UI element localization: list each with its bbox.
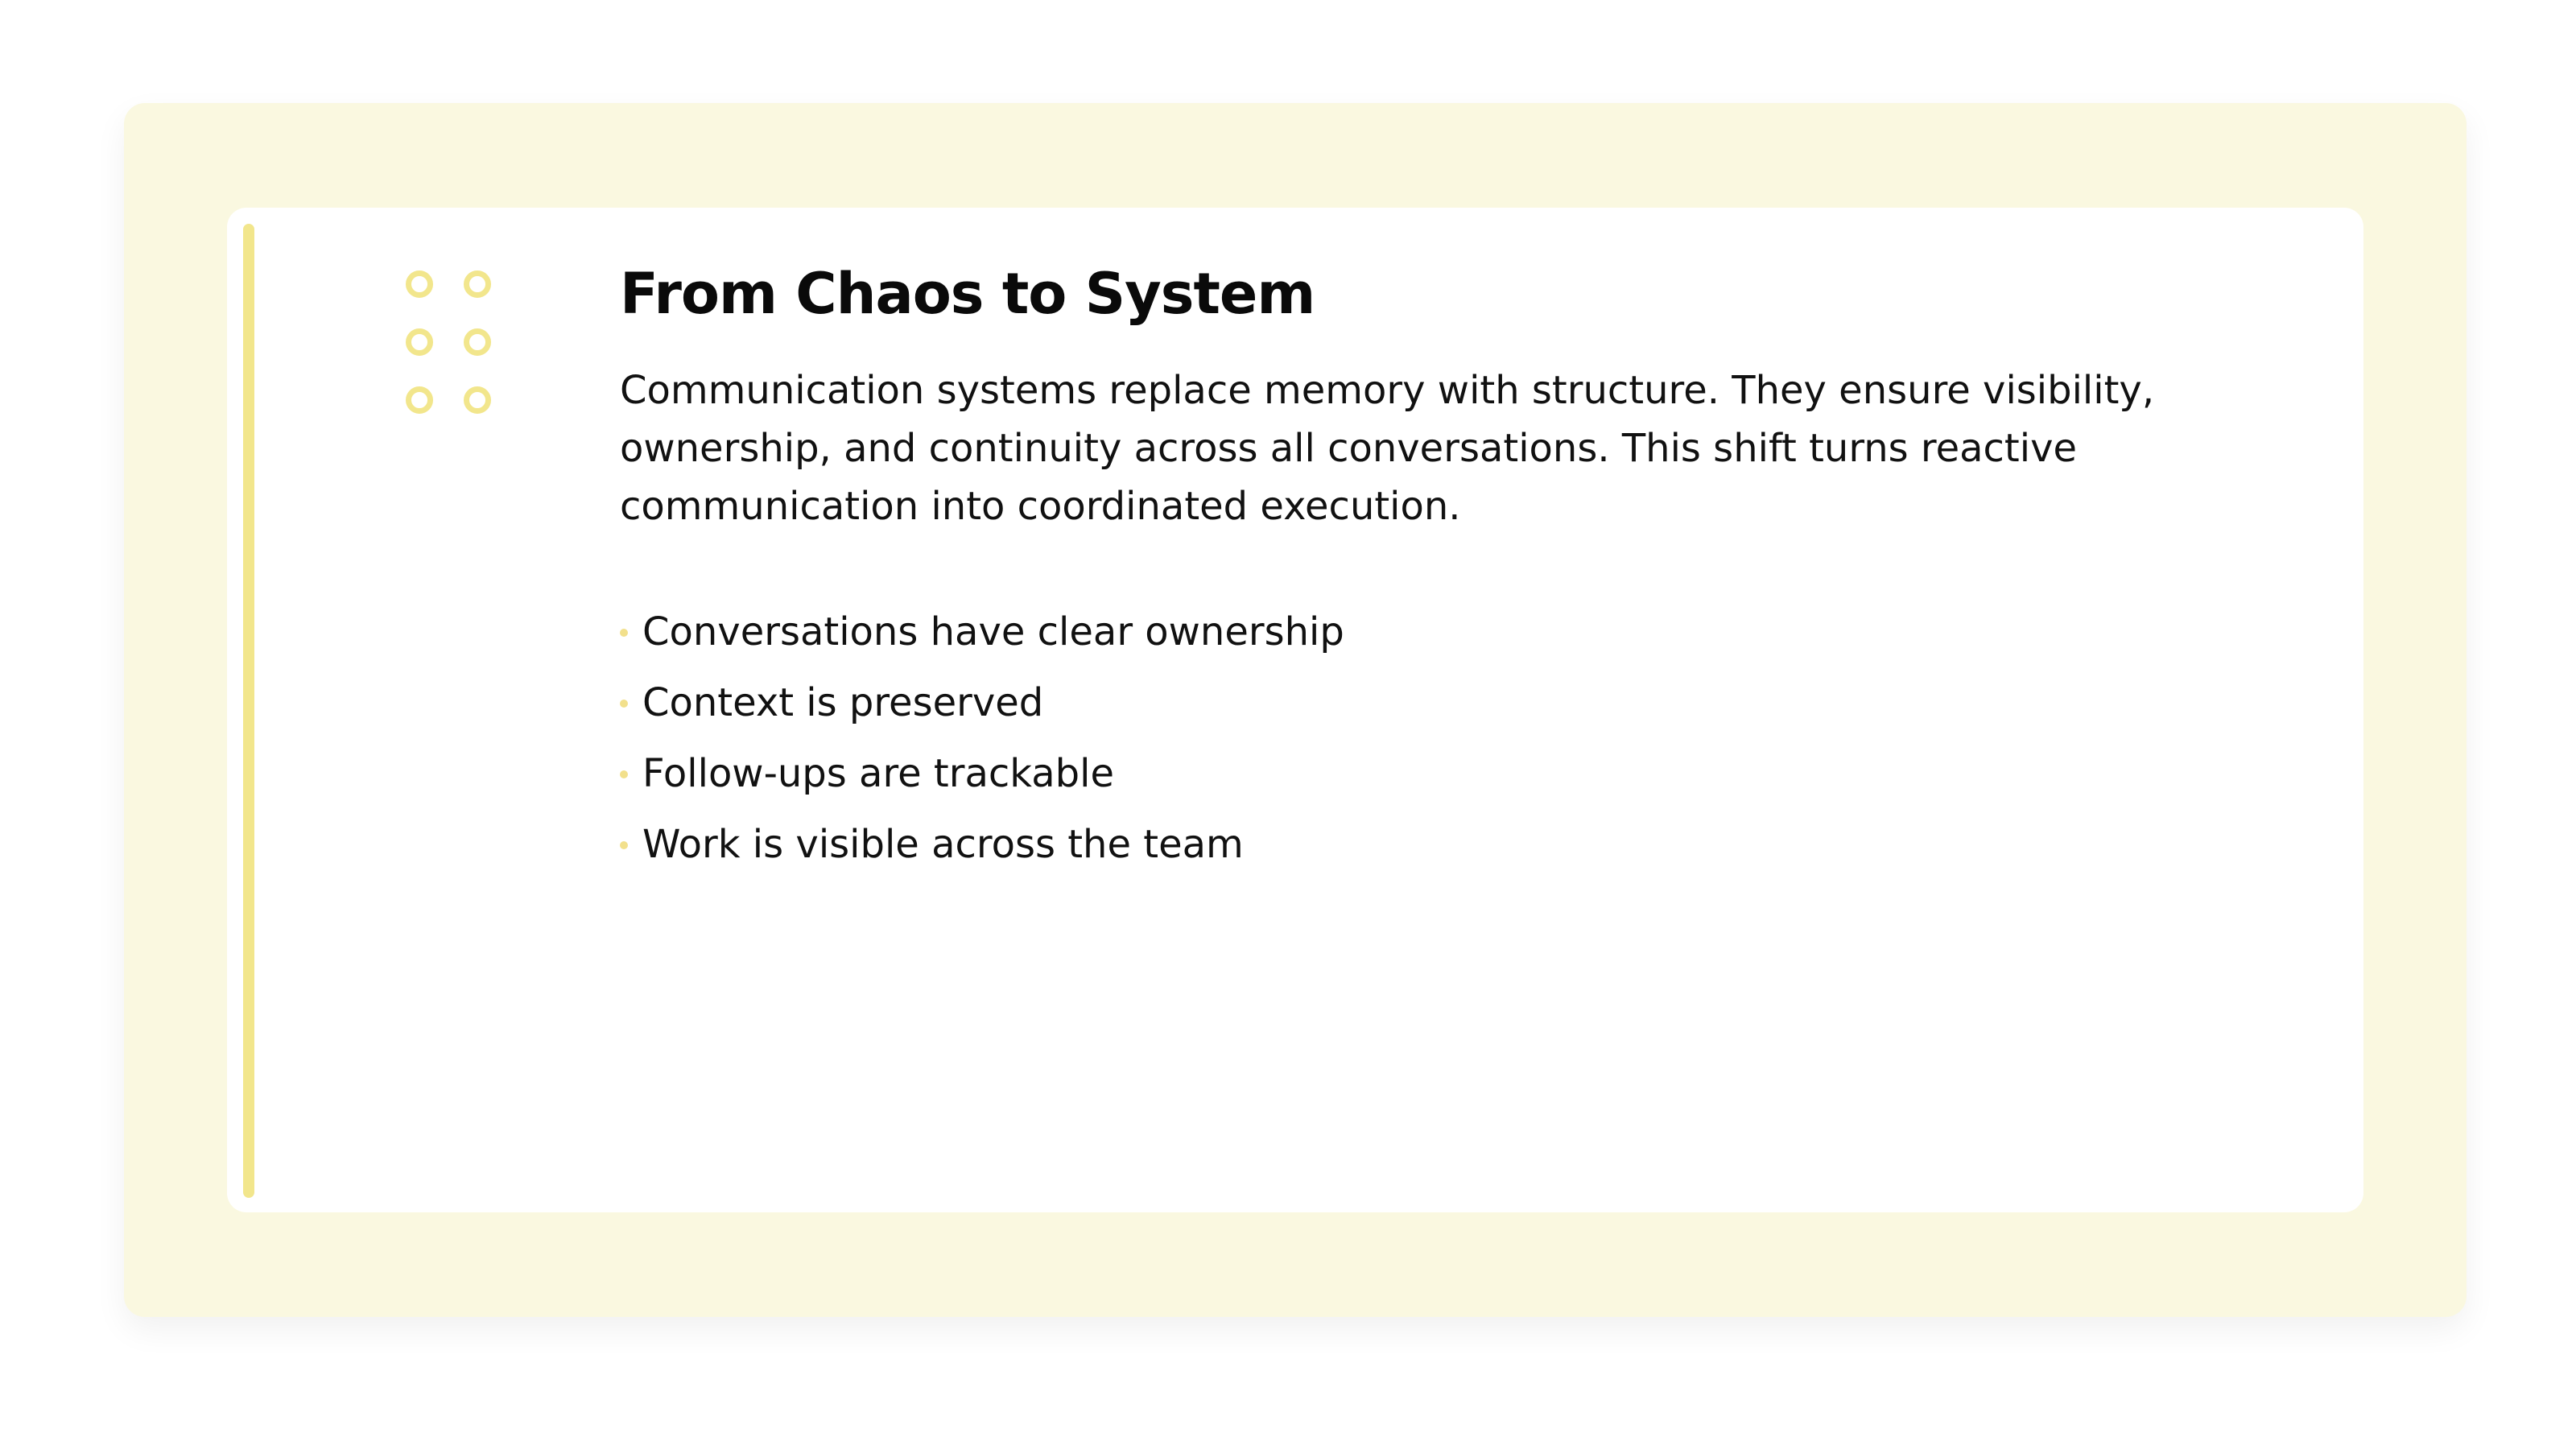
dot-icon	[464, 328, 491, 356]
dot-grid-icon	[406, 270, 502, 423]
accent-bar	[243, 224, 254, 1198]
slide-content	[620, 258, 2198, 880]
bullet-item: Work is visible across the team	[620, 809, 2198, 880]
dot-icon	[406, 328, 433, 356]
slide-frame	[124, 103, 2467, 1317]
dot-icon	[406, 270, 433, 298]
slide-title: From Chaos to System	[620, 261, 1315, 327]
bullet-item: Conversations have clear ownership	[620, 597, 2198, 667]
content-card	[227, 208, 2363, 1212]
dot-icon	[464, 270, 491, 298]
bullet-item: Context is preserved	[620, 667, 2198, 738]
bullet-list	[620, 597, 2198, 880]
bullet-item: Follow-ups are trackable	[620, 738, 2198, 809]
dot-icon	[464, 386, 491, 414]
slide-paragraph: Communication systems replace memory with structure. They ensure visibility, ownership, and continuity across all conversations. This shift turns reactive communication into coordinated execution.	[620, 368, 2155, 529]
dot-icon	[406, 386, 433, 414]
